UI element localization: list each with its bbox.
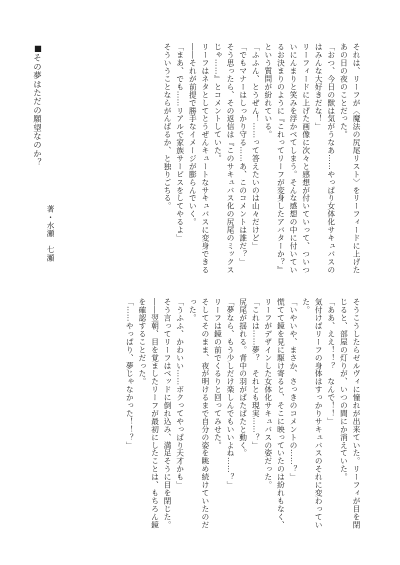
story-title: ■その夢はただの願望なのか？	[33, 43, 43, 167]
upper-text-block: それは、リーフが〈魔法の尻尾リスト〉をリーフィードに上げたあの日の夜のことだった。 「おつ、今日の獣は気がうなあ……やっぱり女体化サキュバスのはみんな大好きだな！」 リーフィードに上げた画像に次々と感想が付いていって、ついついにんまりと笑みを浮かべてしまう。そんな感想の中に付いているお決まりのように『これってリーフが変身したアバターか？』という質問が紛れている。 「ふふん、とうぜん！……って答えたいのは山々だけど」 「でもマナーはしっかり守る……あ、このコメントは誰だ？」 そう思ったら、その返信は『このサキュバス化の尻尾のミックスじゃ……』とコメントしていた。 リーフはネタとしてとうぜんキュートなサキュバスに変身できる――それが前提で勝手なイメージが膨らんでいく。 「まあ、でも……リアルで家族サービスをしてやるよ」 そういうことならがんばるか、と独りごちる。	[163, 43, 361, 274]
lower-text-block: そうこうしたらゼルヴィに憧れが出来ていた。リーフィが目を閉じると、部屋の灯りが、いつの間にか消えていた。 「ああ、ええ！！？ なんで！！」 気付けばリーフの身体はすっかりサキュバスのそれに変わっていた。 「いやいや、まさか、さっきのコメントの……？」 慌てて鏡を見に駆け寄ると、そこに映っていたのは紛れもなく、リーフがデザインした女体化サキュバスの姿だった。 「これは……夢？ それとも現実……？」 尻尾が揺れる。背中の羽がぱたぱたと動く。 「夢なら、もう少しだけ楽しんでもいいよね……？」 リーフは鏡の前でくるりと回ってみせた。 そしてそのまま、夜が明けるまで自分の姿を眺め続けていたのだった。 「うふふ、かわいい……ボクってやっぱり天才かも」 そう言ってリーフはベッドに倒れ込み、満足そうに目を閉じた。 ――翌朝、目を覚ましたリーフが最初にしたことは、もちろん鏡を確認することだった。 「……やっぱり、夢じゃなかった！！？」	[125, 298, 361, 529]
author-credit: 著・水瀬 七瀬	[46, 205, 55, 262]
